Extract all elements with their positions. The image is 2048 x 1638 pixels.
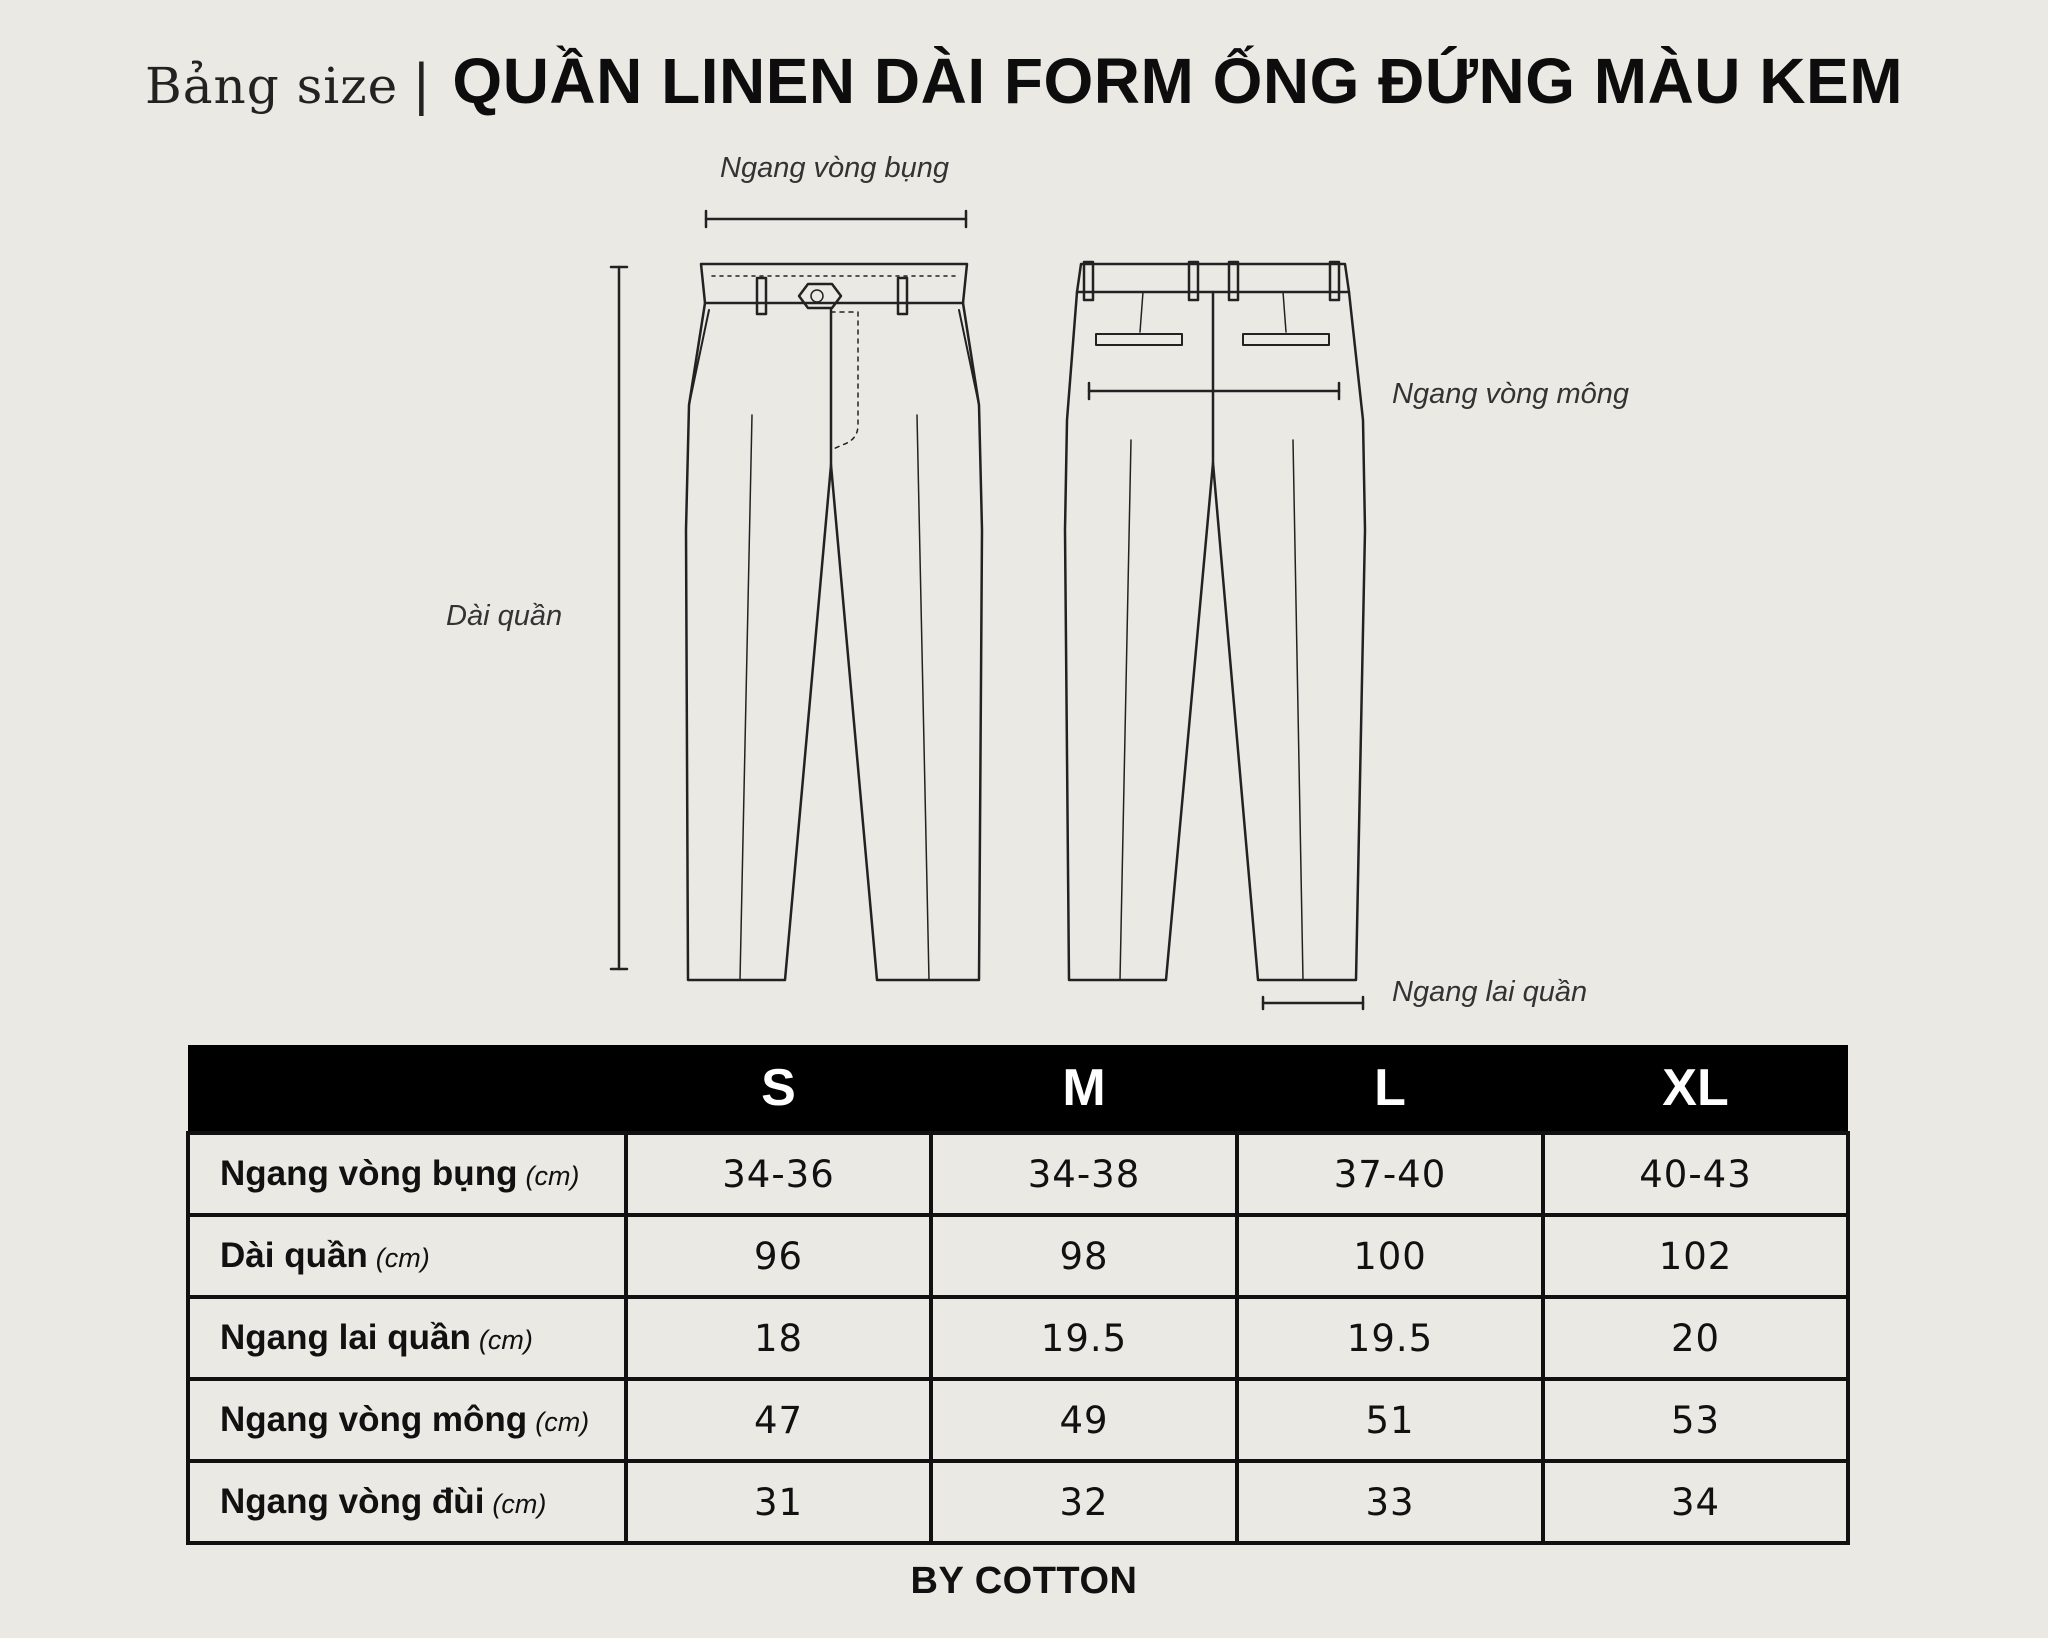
row-label: Ngang vòng mông (cm) (188, 1379, 626, 1461)
unit-label: (cm) (478, 1325, 533, 1355)
waist-label: Ngang vòng bụng (720, 152, 949, 184)
length-label: Dài quần (446, 600, 563, 632)
table-cell: 53 (1543, 1379, 1848, 1461)
size-header: S (626, 1045, 931, 1133)
size-header-row (188, 1045, 1848, 1133)
brand-footer: BY COTTON (910, 1560, 1138, 1602)
table-cell: 102 (1543, 1215, 1848, 1297)
hem-label: Ngang lai quần (1392, 976, 1588, 1008)
table-cell: 20 (1543, 1297, 1848, 1379)
unit-label: (cm) (375, 1243, 430, 1273)
table-cell: 34 (1543, 1461, 1848, 1543)
row-label: Ngang vòng đùi (cm) (188, 1461, 626, 1543)
title-separator: | (412, 53, 431, 116)
table-row (188, 1379, 1848, 1461)
table-cell: 51 (1237, 1379, 1543, 1461)
waist-measure-line (706, 211, 966, 227)
table-cell: 34-38 (931, 1133, 1237, 1215)
table-cell: 40-43 (1543, 1133, 1848, 1215)
table-cell: 31 (626, 1461, 931, 1543)
table-cell: 33 (1237, 1461, 1543, 1543)
hem-measure-line (1263, 997, 1363, 1009)
table-cell: 96 (626, 1215, 931, 1297)
header-empty-cell (188, 1045, 626, 1133)
row-label: Ngang vòng bụng (cm) (188, 1133, 626, 1215)
unit-label: (cm) (492, 1489, 547, 1519)
table-row (188, 1215, 1848, 1297)
table-cell: 100 (1237, 1215, 1543, 1297)
table-cell: 32 (931, 1461, 1237, 1543)
table-row (188, 1297, 1848, 1379)
trousers-back-view (1065, 262, 1365, 980)
table-cell: 98 (931, 1215, 1237, 1297)
row-label: Ngang lai quần (cm) (188, 1297, 626, 1379)
table-cell: 19.5 (931, 1297, 1237, 1379)
trousers-front-view (686, 264, 982, 980)
table-cell: 18 (626, 1297, 931, 1379)
length-measure-line (611, 267, 627, 969)
row-label: Dài quần (cm) (188, 1215, 626, 1297)
table-cell: 49 (931, 1379, 1237, 1461)
size-header: L (1237, 1045, 1543, 1133)
page-title: QUẦN LINEN DÀI FORM ỐNG ĐỨNG MÀU KEM (452, 45, 1904, 117)
table-cell: 37-40 (1237, 1133, 1543, 1215)
table-cell: 19.5 (1237, 1297, 1543, 1379)
table-row (188, 1133, 1848, 1215)
table-cell: 47 (626, 1379, 931, 1461)
unit-label: (cm) (525, 1161, 580, 1191)
table-row (188, 1461, 1848, 1543)
size-chart-table (186, 1045, 1850, 1545)
table-cell: 34-36 (626, 1133, 931, 1215)
size-header: XL (1543, 1045, 1848, 1133)
title-prefix: Bảng size (144, 57, 399, 115)
size-header: M (931, 1045, 1237, 1133)
unit-label: (cm) (535, 1407, 590, 1437)
hip-label: Ngang vòng mông (1392, 378, 1629, 410)
